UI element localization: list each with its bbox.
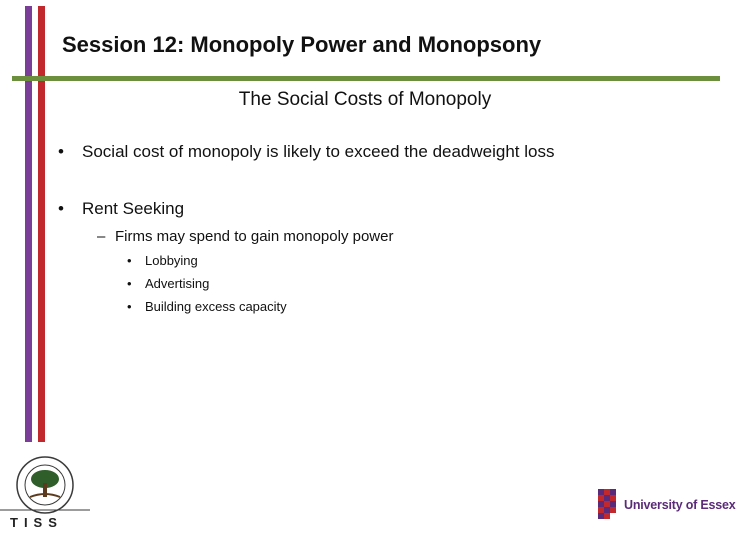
bullet-text: Rent Seeking	[82, 199, 185, 218]
bullet-marker: •	[58, 142, 64, 161]
essex-checker-mark-icon	[598, 485, 622, 525]
essex-wordmark: University of Essex	[624, 498, 736, 512]
bullet-marker: •	[127, 253, 132, 268]
bullet-item	[58, 142, 554, 162]
dash-marker: –	[97, 228, 106, 245]
bullet-item	[58, 199, 184, 219]
sub-bullet-item	[97, 228, 393, 245]
title-underline-rule	[12, 76, 720, 81]
bullet-marker: •	[127, 299, 132, 314]
left-accent-bar-purple	[25, 6, 32, 442]
left-accent-bar-red	[38, 6, 45, 442]
bullet-marker: •	[58, 199, 64, 218]
tiss-wordmark: TISS	[10, 515, 63, 530]
sub-bullet-text: Firms may spend to gain monopoly power	[115, 228, 394, 245]
sub-sub-bullet-item	[127, 299, 287, 314]
sub-sub-bullet-item	[127, 253, 198, 268]
bullet-text: Social cost of monopoly is likely to exceed the deadweight loss	[82, 142, 555, 161]
sub-sub-bullet-text: Lobbying	[145, 253, 198, 268]
bullet-marker: •	[127, 276, 132, 291]
slide-subtitle: The Social Costs of Monopoly	[238, 89, 492, 110]
sub-sub-bullet-text: Advertising	[145, 276, 210, 291]
sub-sub-bullet-text: Building excess capacity	[145, 299, 287, 314]
university-of-essex-logo	[598, 485, 736, 529]
sub-sub-bullet-item	[127, 276, 209, 291]
tiss-logo	[0, 455, 90, 535]
slide-title: Session 12: Monopoly Power and Monopsony	[62, 32, 542, 57]
